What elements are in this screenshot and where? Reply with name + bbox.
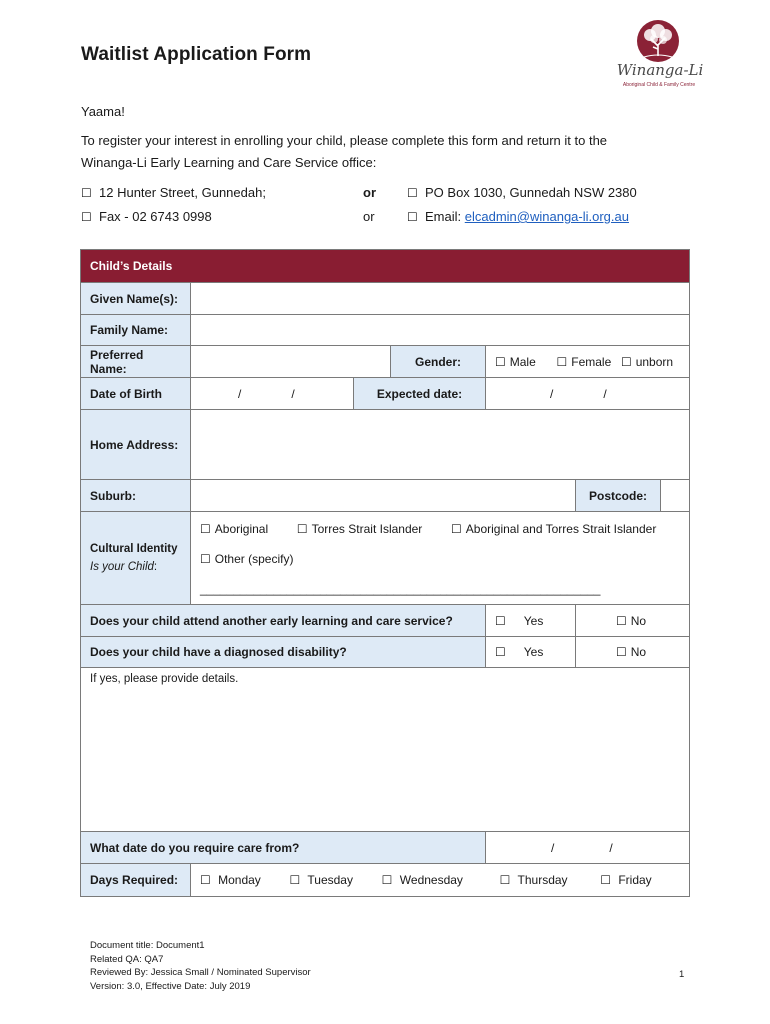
- family-name-input[interactable]: [191, 315, 690, 346]
- torres-strait-label: Torres Strait Islander: [311, 522, 423, 536]
- day-label: Wednesday: [399, 873, 463, 887]
- gender-unborn-label: unborn: [635, 354, 674, 369]
- suburb-label: Suburb:: [81, 480, 191, 512]
- home-address-input[interactable]: [191, 410, 690, 480]
- suburb-input[interactable]: [191, 480, 576, 512]
- day-label: Friday: [618, 873, 652, 887]
- given-names-input[interactable]: [191, 283, 690, 315]
- other-service-no[interactable]: [576, 605, 690, 637]
- option-email[interactable]: [407, 209, 629, 224]
- email-label: Email:: [425, 209, 462, 224]
- logo-subtitle: Aboriginal Child & Family Centre: [622, 82, 696, 88]
- date-separator: /: [550, 386, 554, 401]
- checkbox-icon: ☐: [407, 210, 418, 224]
- disability-yes[interactable]: [486, 637, 576, 668]
- greeting: Yaama!: [81, 104, 125, 119]
- po-box-text: PO Box 1030, Gunnedah NSW 2380: [425, 185, 637, 200]
- is-your-child-label: Is your Child: [90, 561, 154, 573]
- family-name-label: Family Name:: [81, 315, 191, 346]
- fax-text: Fax - 02 6743 0998: [99, 209, 212, 224]
- checkbox-icon: ☐: [616, 645, 627, 659]
- logo: [608, 20, 708, 96]
- expected-date-input[interactable]: [486, 378, 690, 410]
- preferred-name-label: Preferred Name:: [81, 346, 191, 378]
- gender-label: Gender:: [391, 346, 486, 378]
- date-separator: /: [551, 840, 555, 855]
- checkbox-icon: ☐: [200, 873, 211, 887]
- day-thursday-option[interactable]: [500, 873, 568, 887]
- checkbox-icon: ☐: [289, 873, 301, 887]
- care-from-input[interactable]: [486, 832, 690, 864]
- checkbox-icon: ☐: [81, 186, 92, 200]
- yes-label: Yes: [523, 613, 544, 628]
- day-wednesday-option[interactable]: [382, 873, 463, 887]
- postcode-input[interactable]: [661, 480, 690, 512]
- checkbox-icon: ☐: [200, 522, 211, 536]
- checkbox-icon: ☐: [499, 873, 511, 887]
- checkbox-icon: ☐: [620, 354, 632, 369]
- disability-details-input[interactable]: [81, 668, 690, 832]
- yes-label: Yes: [523, 645, 544, 659]
- checkbox-icon: ☐: [495, 613, 506, 628]
- gender-options: [486, 346, 690, 378]
- no-label: No: [630, 613, 647, 628]
- disability-no[interactable]: [576, 637, 690, 668]
- intro-line-2: Winanga-Li Early Learning and Care Service office:: [81, 155, 377, 170]
- gender-female-label: Female: [571, 354, 612, 369]
- footer-reviewed-by: Reviewed By: Jessica Small / Nominated Supervisor: [90, 967, 311, 978]
- dob-label: Date of Birth: [81, 378, 191, 410]
- logo-name: Winanga-Li: [616, 61, 704, 79]
- or-label-1: or: [363, 185, 376, 200]
- day-label: Thursday: [517, 873, 568, 887]
- if-yes-label: If yes, please provide details.: [90, 673, 239, 685]
- expected-date-label: Expected date:: [354, 378, 486, 410]
- both-option[interactable]: [451, 522, 656, 536]
- cultural-identity-label: [81, 512, 191, 605]
- checkbox-icon: ☐: [381, 873, 393, 887]
- footer: [90, 939, 311, 993]
- tree-logo-icon: [608, 20, 708, 64]
- option-address[interactable]: [81, 185, 266, 200]
- day-monday-option[interactable]: [200, 873, 261, 887]
- given-names-label: Given Name(s):: [81, 283, 191, 315]
- home-address-label: Home Address:: [81, 410, 191, 480]
- checkbox-icon: ☐: [451, 522, 462, 536]
- day-tuesday-option[interactable]: [290, 873, 353, 887]
- checkbox-icon: ☐: [495, 354, 506, 369]
- aboriginal-label: Aboriginal: [214, 522, 269, 536]
- postcode-label: Postcode:: [576, 480, 661, 512]
- option-po-box[interactable]: [407, 185, 637, 200]
- date-separator: /: [291, 386, 295, 401]
- date-separator: /: [238, 386, 242, 401]
- footer-doc-title: Document title: Document1: [90, 940, 205, 951]
- disability-question: Does your child have a diagnosed disability?: [81, 637, 486, 668]
- both-label: Aboriginal and Torres Strait Islander: [465, 522, 657, 536]
- checkbox-icon: ☐: [200, 552, 211, 566]
- gender-unborn-option[interactable]: [621, 355, 673, 369]
- gender-male-option[interactable]: [495, 355, 536, 369]
- checkbox-icon: ☐: [600, 873, 611, 887]
- cultural-identity-title: Cultural Identity: [90, 543, 178, 555]
- date-separator: /: [609, 840, 613, 855]
- footer-version: Version: 3.0, Effective Date: July 2019: [90, 980, 251, 992]
- page-number: 1: [679, 969, 685, 980]
- day-label: Monday: [218, 873, 261, 887]
- or-label-2: or: [363, 209, 375, 224]
- aboriginal-option[interactable]: [200, 522, 268, 536]
- day-label: Tuesday: [307, 873, 353, 887]
- other-service-question: Does your child attend another early learning and care service?: [81, 605, 486, 637]
- date-separator: /: [603, 386, 607, 401]
- intro-line-1: To register your interest in enrolling your child, please complete this form and return it to the: [81, 133, 608, 148]
- checkbox-icon: ☐: [81, 210, 92, 224]
- page-title: Waitlist Application Form: [81, 44, 312, 65]
- dob-input[interactable]: [191, 378, 354, 410]
- section-header: Child’s Details: [81, 250, 690, 283]
- address-text: 12 Hunter Street, Gunnedah;: [99, 185, 266, 200]
- days-options: [191, 864, 690, 897]
- footer-related-qa: Related QA: QA7: [90, 953, 164, 965]
- checkbox-icon: ☐: [296, 522, 308, 536]
- email-link[interactable]: elcadmin@winanga-li.org.au: [464, 209, 629, 224]
- other-service-yes[interactable]: [486, 605, 576, 637]
- days-required-label: Days Required:: [81, 864, 191, 897]
- other-specify-label: Other (specify) ____________________________________________________________: [200, 552, 601, 596]
- checkbox-icon: ☐: [616, 613, 627, 628]
- gender-female-option[interactable]: [556, 355, 611, 369]
- checkbox-icon: ☐: [407, 186, 418, 200]
- colon: :: [153, 561, 158, 573]
- preferred-name-input[interactable]: [191, 346, 391, 378]
- checkbox-icon: ☐: [556, 354, 568, 369]
- other-option[interactable]: [200, 552, 600, 596]
- torres-strait-option[interactable]: [297, 522, 422, 536]
- childs-details-table: [80, 249, 690, 897]
- day-friday-option[interactable]: [600, 873, 651, 887]
- care-from-label: What date do you require care from?: [81, 832, 486, 864]
- cultural-identity-options: [191, 512, 690, 605]
- gender-male-label: Male: [509, 354, 536, 369]
- option-fax[interactable]: [81, 209, 212, 224]
- no-label: No: [630, 645, 647, 659]
- checkbox-icon: ☐: [495, 645, 506, 659]
